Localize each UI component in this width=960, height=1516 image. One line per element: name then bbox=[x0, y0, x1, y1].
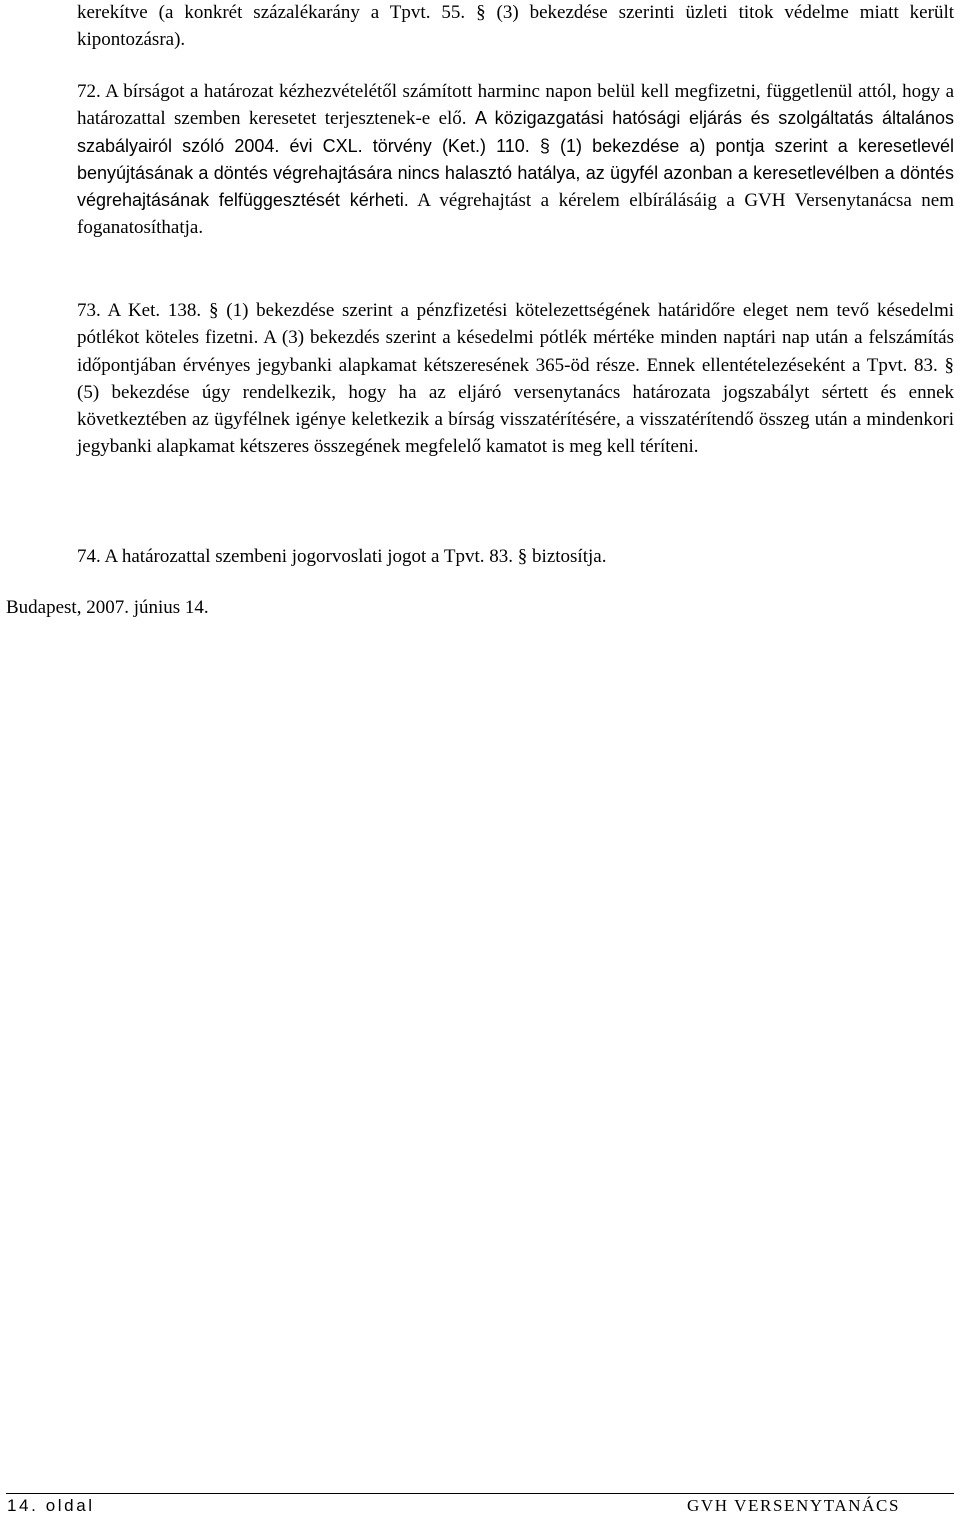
paragraph-72-sentence-3: A végrehajtást a kérelem elbírálásáig a GVH Versenytanácsa nem foganatosíthatja. bbox=[77, 190, 954, 239]
paragraph-73-text: 73. A Ket. 138. § (1) bekezdése szerint a pénzfizetési kötelezettségének határidőre eleget nem tevő késedelmi pótlékot köteles fizetni. A (3) bekezdés szerint a késedelmi pótlék mértéke minden naptári nap után a felszámítás időpontjában érvényes jegybanki alapkamat kétszeresének 365-öd része. Ennek ellentételezéseként a Tpvt. 83. § (5) bekezdése úgy rendelkezik, hogy ha az eljáró versenytanács határozata jogszabályt sértett és ennek következtében az ügyfélnek igénye keletkezik a bírság visszatérítésére, a visszatérítendő összeg után a mindenkori jegybanki alapkamat kétszeres összegének megfelelő kamatot is meg kell téríteni. bbox=[77, 300, 954, 458]
footer-page-number: 14. oldal bbox=[7, 1496, 95, 1515]
paragraph-intro bbox=[77, 0, 954, 54]
paragraph-72 bbox=[77, 78, 954, 242]
footer-divider bbox=[6, 1493, 954, 1494]
paragraph-73 bbox=[77, 297, 954, 461]
footer-organization: GVH VERSENYTANÁCS bbox=[686, 1496, 900, 1515]
paragraph-intro-text: kerekítve (a konkrét százalékarány a Tpvt. 55. § (3) bekezdése szerinti üzleti titok védelme miatt került kipontozásra). bbox=[77, 2, 954, 51]
paragraph-72-sentence-2: A közigazgatási hatósági eljárás és szolgáltatás általános szabályairól szóló 2004. évi CXL. törvény (Ket.) 110. § (1) bekezdése a) pontja szerint a keresetlevél benyújtásának a döntés végrehajtására nincs halasztó hatálya, az ügyfél azonban a keresetlevélben a döntés végrehajtásának felfüggesztését kérheti. bbox=[77, 108, 955, 211]
paragraph-74-text: 74. A határozattal szembeni jogorvoslati jogot a Tpvt. 83. § biztosítja. bbox=[77, 546, 607, 567]
paragraph-72-sentence-1: 72. A bírságot a határozat kézhezvételétől számított harminc napon belül kell megfizetni, függetlenül attól, hogy a határozattal szemben keresetet terjesztenek-e elő. bbox=[77, 81, 954, 130]
paragraph-74 bbox=[77, 543, 954, 570]
place-and-date: Budapest, 2007. június 14. bbox=[6, 597, 209, 618]
